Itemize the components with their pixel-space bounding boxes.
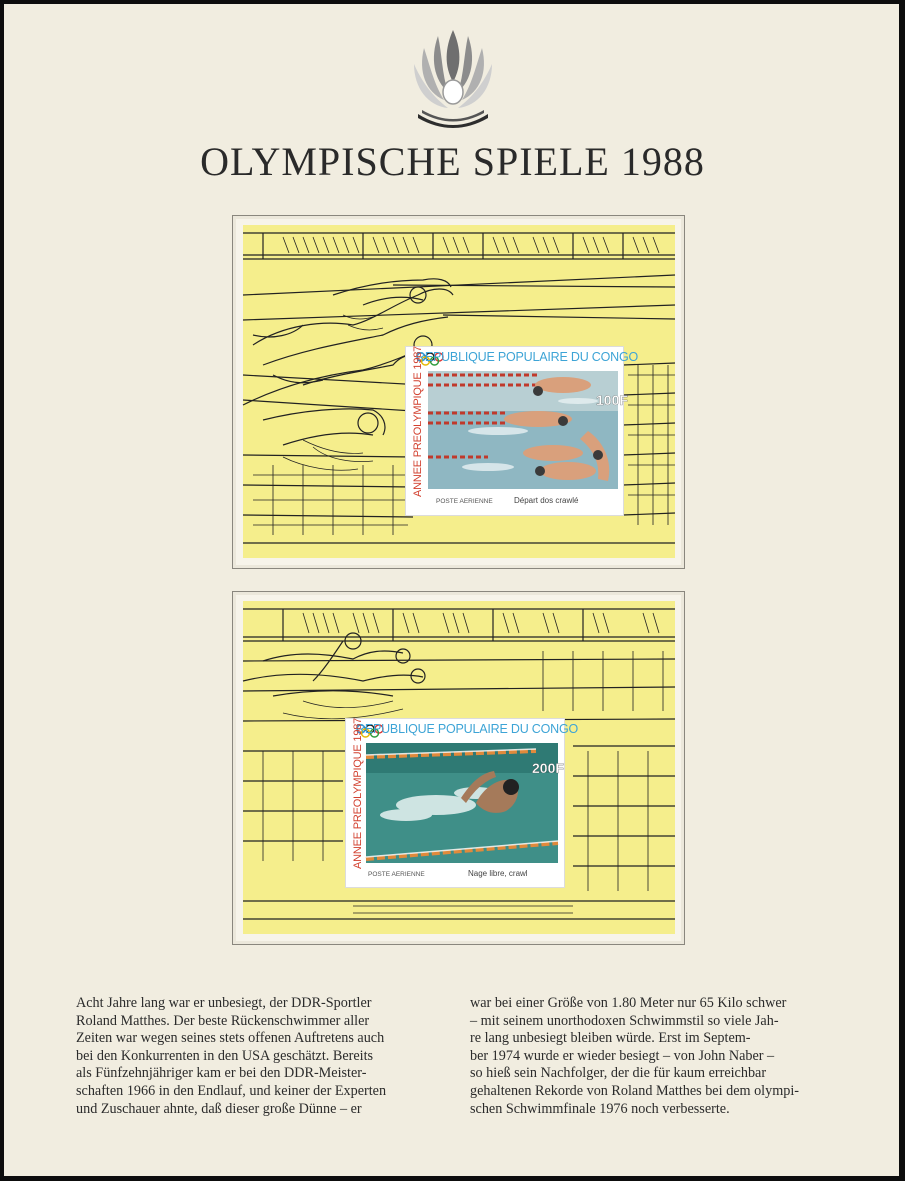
souvenir-sheet-background	[243, 225, 675, 558]
text-line: ber 1974 wurde er wieder besiegt – von John Naber –	[470, 1047, 775, 1064]
stamp-post-label: POSTE AERIENNE	[436, 498, 493, 505]
stamp-post-label: POSTE AERIENNE	[368, 871, 425, 878]
description-left-column	[76, 995, 444, 1118]
stamp-photo-backstroke-start	[428, 371, 628, 489]
text-line: so hieß sein Nachfolger, der die für kaum erreichbar	[470, 1065, 767, 1082]
souvenir-sheet-background	[243, 601, 675, 934]
text-line: bei den Konkurrenten in den USA geschätzt. Bereits	[76, 1047, 374, 1064]
flame-emblem-icon	[412, 26, 494, 134]
page-title: OLYMPISCHE SPIELE 1988	[200, 139, 705, 184]
text-line: als Fünfzehnjähriger kam er bei den DDR-Meister-	[76, 1065, 367, 1082]
text-line: re lang unbesiegt bleiben würde. Erst im Septem-	[470, 1030, 751, 1047]
stamp-country: REPUBLIQUE POPULAIRE DU CONGO	[416, 350, 639, 364]
stamp-200	[346, 717, 579, 887]
stamp-country: REPUBLIQUE POPULAIRE DU CONGO	[356, 722, 579, 736]
stamp-100	[406, 345, 639, 515]
text-line: schaften 1966 in den Endlauf, und keiner der Experten	[76, 1082, 387, 1099]
stamp-value: 200F	[532, 760, 564, 776]
stamp-photo-freestyle-crawl	[366, 743, 564, 863]
text-line: – mit seinem unorthodoxen Schwimmstil so viele Jah-	[470, 1012, 779, 1029]
stamp-caption: Nage libre, crawl	[468, 869, 528, 878]
stamp-value: 100F	[596, 392, 628, 408]
description-right-column	[470, 995, 838, 1118]
stamp-caption: Départ dos crawlé	[514, 496, 579, 505]
text-line: Roland Matthes. Der beste Rückenschwimmer aller	[76, 1012, 370, 1029]
text-line: Acht Jahre lang war er unbesiegt, der DDR-Sportler	[76, 995, 372, 1011]
stamp-side-text: ANNEE PREOLYMPIQUE 1987	[412, 345, 424, 497]
text-line: und Zuschauer ahnte, daß dieser große Dünne – er	[76, 1100, 362, 1117]
stamp-side-text: ANNEE PREOLYMPIQUE 1987	[352, 717, 364, 869]
text-line: schen Schwimmfinale 1976 noch verbesserte.	[470, 1100, 730, 1117]
text-line: gehaltenen Rekorde von Roland Matthes bei dem olympi-	[470, 1082, 799, 1099]
text-line: war bei einer Größe von 1.80 Meter nur 65 Kilo schwer	[470, 995, 787, 1011]
text-line: Zeiten war wegen seines stets offenen Auftretens auch	[76, 1030, 385, 1047]
